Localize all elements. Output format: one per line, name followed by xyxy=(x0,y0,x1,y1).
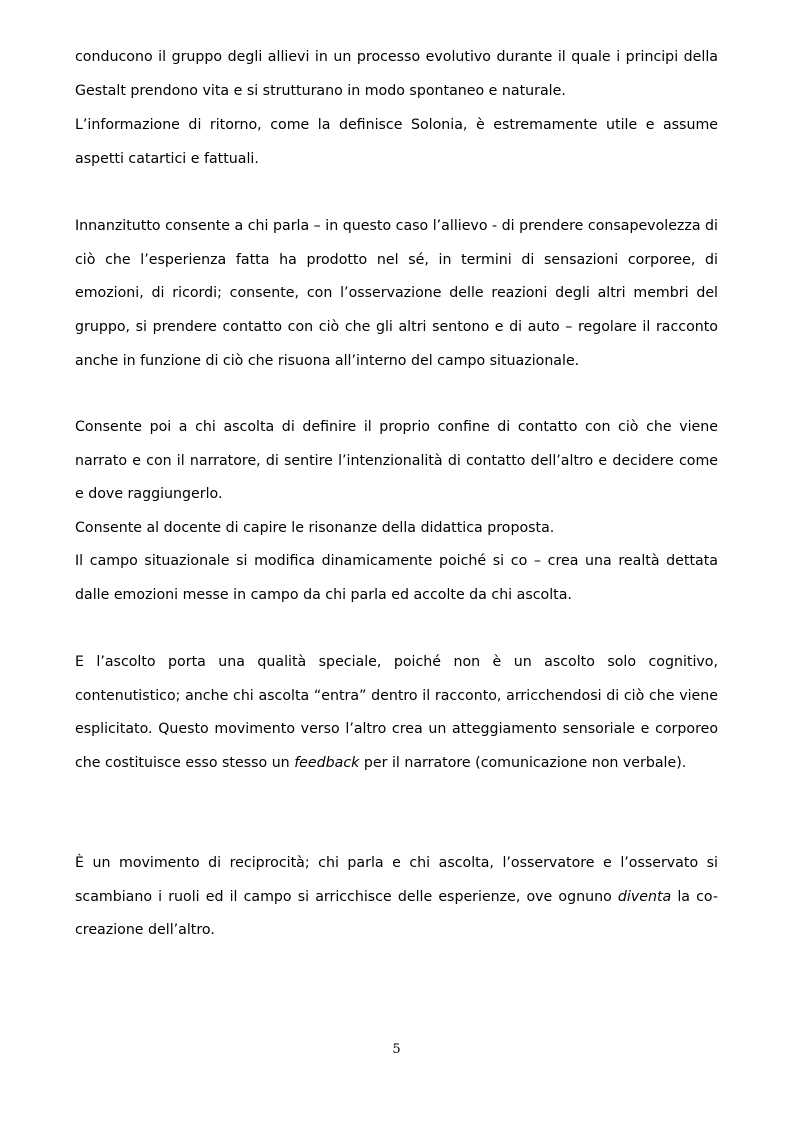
emphasis-feedback: feedback xyxy=(294,755,360,772)
paragraph-5: Consente al docente di capire le risonanze della didattica proposta. xyxy=(75,520,555,536)
paragraph-7 xyxy=(75,646,718,781)
paragraph-4: Consente poi a chi ascolta di definire il proprio confine di contatto con ciò che viene narrato e con il narratore, di sentire l’intenzionalità di contatto dell’altro e decidere come e dove raggiungerlo. xyxy=(75,419,718,503)
paragraph-1: conducono il gruppo degli allievi in un processo evolutivo durante il quale i principi della Gestalt prendono vita e si strutturano in modo spontaneo e naturale. xyxy=(75,49,718,99)
paragraph-8-text-before: È un movimento di reciprocità; chi parla e chi ascolta, l’osservatore e l’osservato si scambiano i ruoli ed il campo si arricchisce delle esperienze, ove ognuno xyxy=(75,855,718,905)
paragraph-8-text-after: la co-creazione dell’altro. xyxy=(75,888,718,939)
page-number: 5 xyxy=(392,1042,401,1057)
paragraph-3: Innanzitutto consente a chi parla – in questo caso l’allievo - di prendere consapevolezza di ciò che l’esperienza fatta ha prodotto nel sé, in termini di sensazioni corporee, di emozioni, di ricordi; consente, con l’osservazione delle reazioni degli altri membri del gruppo, si prendere contatto con ciò che gli altri sentono e di auto – regolare il racconto anche in funzione di ciò che risuona all’interno del campo situazionale. xyxy=(75,218,718,369)
paragraph-8 xyxy=(75,847,718,948)
paragraph-7-text-after: per il narratore (comunicazione non verbale). xyxy=(359,755,687,772)
emphasis-diventa: diventa xyxy=(617,888,672,905)
paragraph-7-text-before: E l’ascolto porta una qualità speciale, poiché non è un ascolto solo cognitivo, contenutistico; anche chi ascolta “entra” dentro il racconto, arricchendosi di ciò che viene esplicitato. Questo movimento verso l’altro crea un atteggiamento sensoriale e corporeo che costituisce esso stesso un xyxy=(75,654,718,772)
paragraph-6: Il campo situazionale si modifica dinamicamente poiché si co – crea una realtà dettata dalle emozioni messe in campo da chi parla ed accolte da chi ascolta. xyxy=(75,553,718,603)
paragraph-2: L’informazione di ritorno, come la definisce Solonia, è estremamente utile e assume aspetti catartici e fattuali. xyxy=(75,117,718,167)
